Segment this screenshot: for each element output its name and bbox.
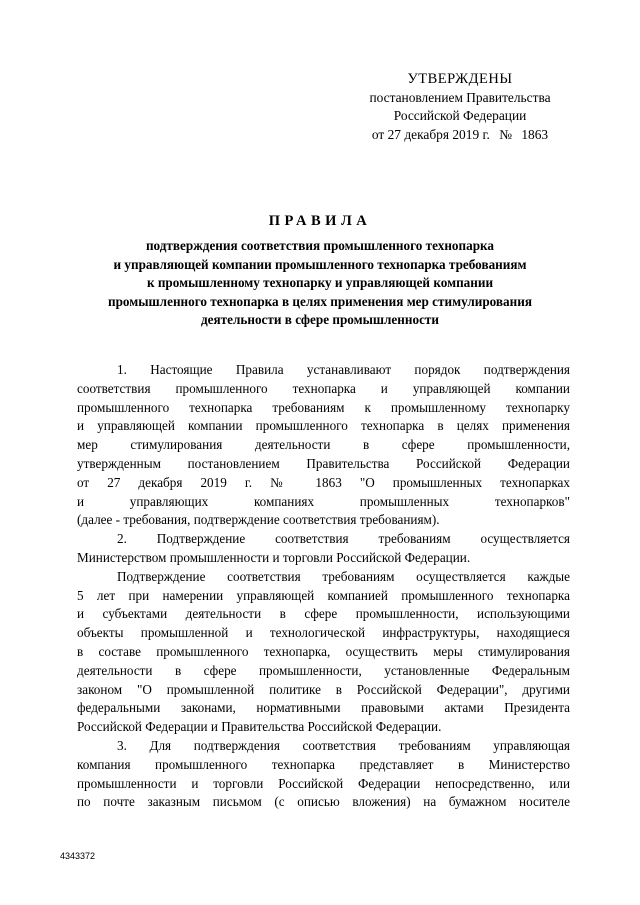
approval-date-line <box>340 126 580 145</box>
subtitle-line: и управляющей компании промышленного технопарка требованиям <box>113 256 527 272</box>
paragraph-line: промышленного технопарка требованиям к промышленному технопарку <box>77 399 570 415</box>
paragraph-line: объекты промышленной и технологической инфраструктуры, находящиеся <box>77 625 570 641</box>
subtitle-line: к промышленному технопарку и управляющей компании <box>146 275 494 291</box>
paragraph-line: 2. Подтверждение соответствия требованиям осуществляется <box>117 531 570 547</box>
paragraph-4 <box>77 737 570 812</box>
paragraph-line: (далее - требования, подтверждение соответствия требованиям). <box>77 512 440 528</box>
paragraph-2 <box>77 530 570 568</box>
paragraph-line: деятельности в сфере промышленности, установленные Федеральным <box>77 662 570 678</box>
paragraph-line: Российской Федерации и Правительства Российской Федерации. <box>77 719 442 735</box>
paragraph-line: федеральными законами, нормативными правовыми актами Президента <box>77 700 570 716</box>
paragraph-line: компания промышленного технопарка представляет в Министерство <box>77 756 570 772</box>
approval-date: от 27 декабря 2019 г. <box>371 126 490 142</box>
paragraph-1 <box>77 361 570 530</box>
subtitle-line: промышленного технопарка в целях применения мер стимулирования <box>108 293 532 309</box>
paragraph-line: и управляющей компании промышленного технопарка в целях применения <box>77 418 570 434</box>
subtitle-line: деятельности в сфере промышленности <box>201 312 439 328</box>
paragraph-line: 3. Для подтверждения соответствия требованиям управляющая <box>117 737 570 753</box>
paragraph-line: от 27 декабря 2019 г. № 1863 "О промышленных технопарках <box>77 474 570 490</box>
document-title: ПРАВИЛА <box>268 213 372 229</box>
paragraph-line: 1. Настоящие Правила устанавливают порядок подтверждения <box>117 362 570 377</box>
approval-line-2: Российской Федерации <box>393 108 527 123</box>
paragraph-line: законом "О промышленной политике в Российской Федерации", другими <box>77 681 570 697</box>
paragraph-line: 5 лет при намерении управляющей компанией промышленного технопарка <box>77 587 570 603</box>
approval-number-label: № <box>499 126 512 142</box>
paragraph-line: промышленности и торговли Российской Федерации непосредственно, или <box>77 775 570 791</box>
paragraph-line: и субъектами деятельности в сфере промышленности, использующими <box>77 606 570 622</box>
paragraph-line: и управляющих компаниях промышленных технопарков" <box>77 493 570 509</box>
paragraph-line: утвержденным постановлением Правительства Российской Федерации <box>77 455 570 471</box>
paragraph-line: в составе промышленного технопарка, осуществить меры стимулирования <box>77 643 570 659</box>
document-body <box>77 361 570 812</box>
paragraph-line: соответствия промышленного технопарка и управляющей компании <box>77 380 570 396</box>
approval-line-1: постановлением Правительства <box>369 89 551 105</box>
document-code: 4343372 <box>60 851 96 861</box>
paragraph-line: мер стимулирования деятельности в сфере промышленности, <box>77 437 570 453</box>
approval-number: 1863 <box>521 126 549 142</box>
approval-block <box>340 70 580 144</box>
document-subtitle <box>70 237 570 330</box>
subtitle-line: подтверждения соответствия промышленного технопарка <box>145 238 495 253</box>
paragraph-line: Подтверждение соответствия требованиям осуществляется каждые <box>117 568 570 584</box>
paragraph-line: Министерством промышленности и торговли Российской Федерации. <box>77 549 471 565</box>
approval-heading: УТВЕРЖДЕНЫ <box>407 71 513 87</box>
paragraph-3 <box>77 568 570 737</box>
paragraph-line: по почте заказным письмом (с описью вложения) на бумажном носителе <box>77 794 570 810</box>
